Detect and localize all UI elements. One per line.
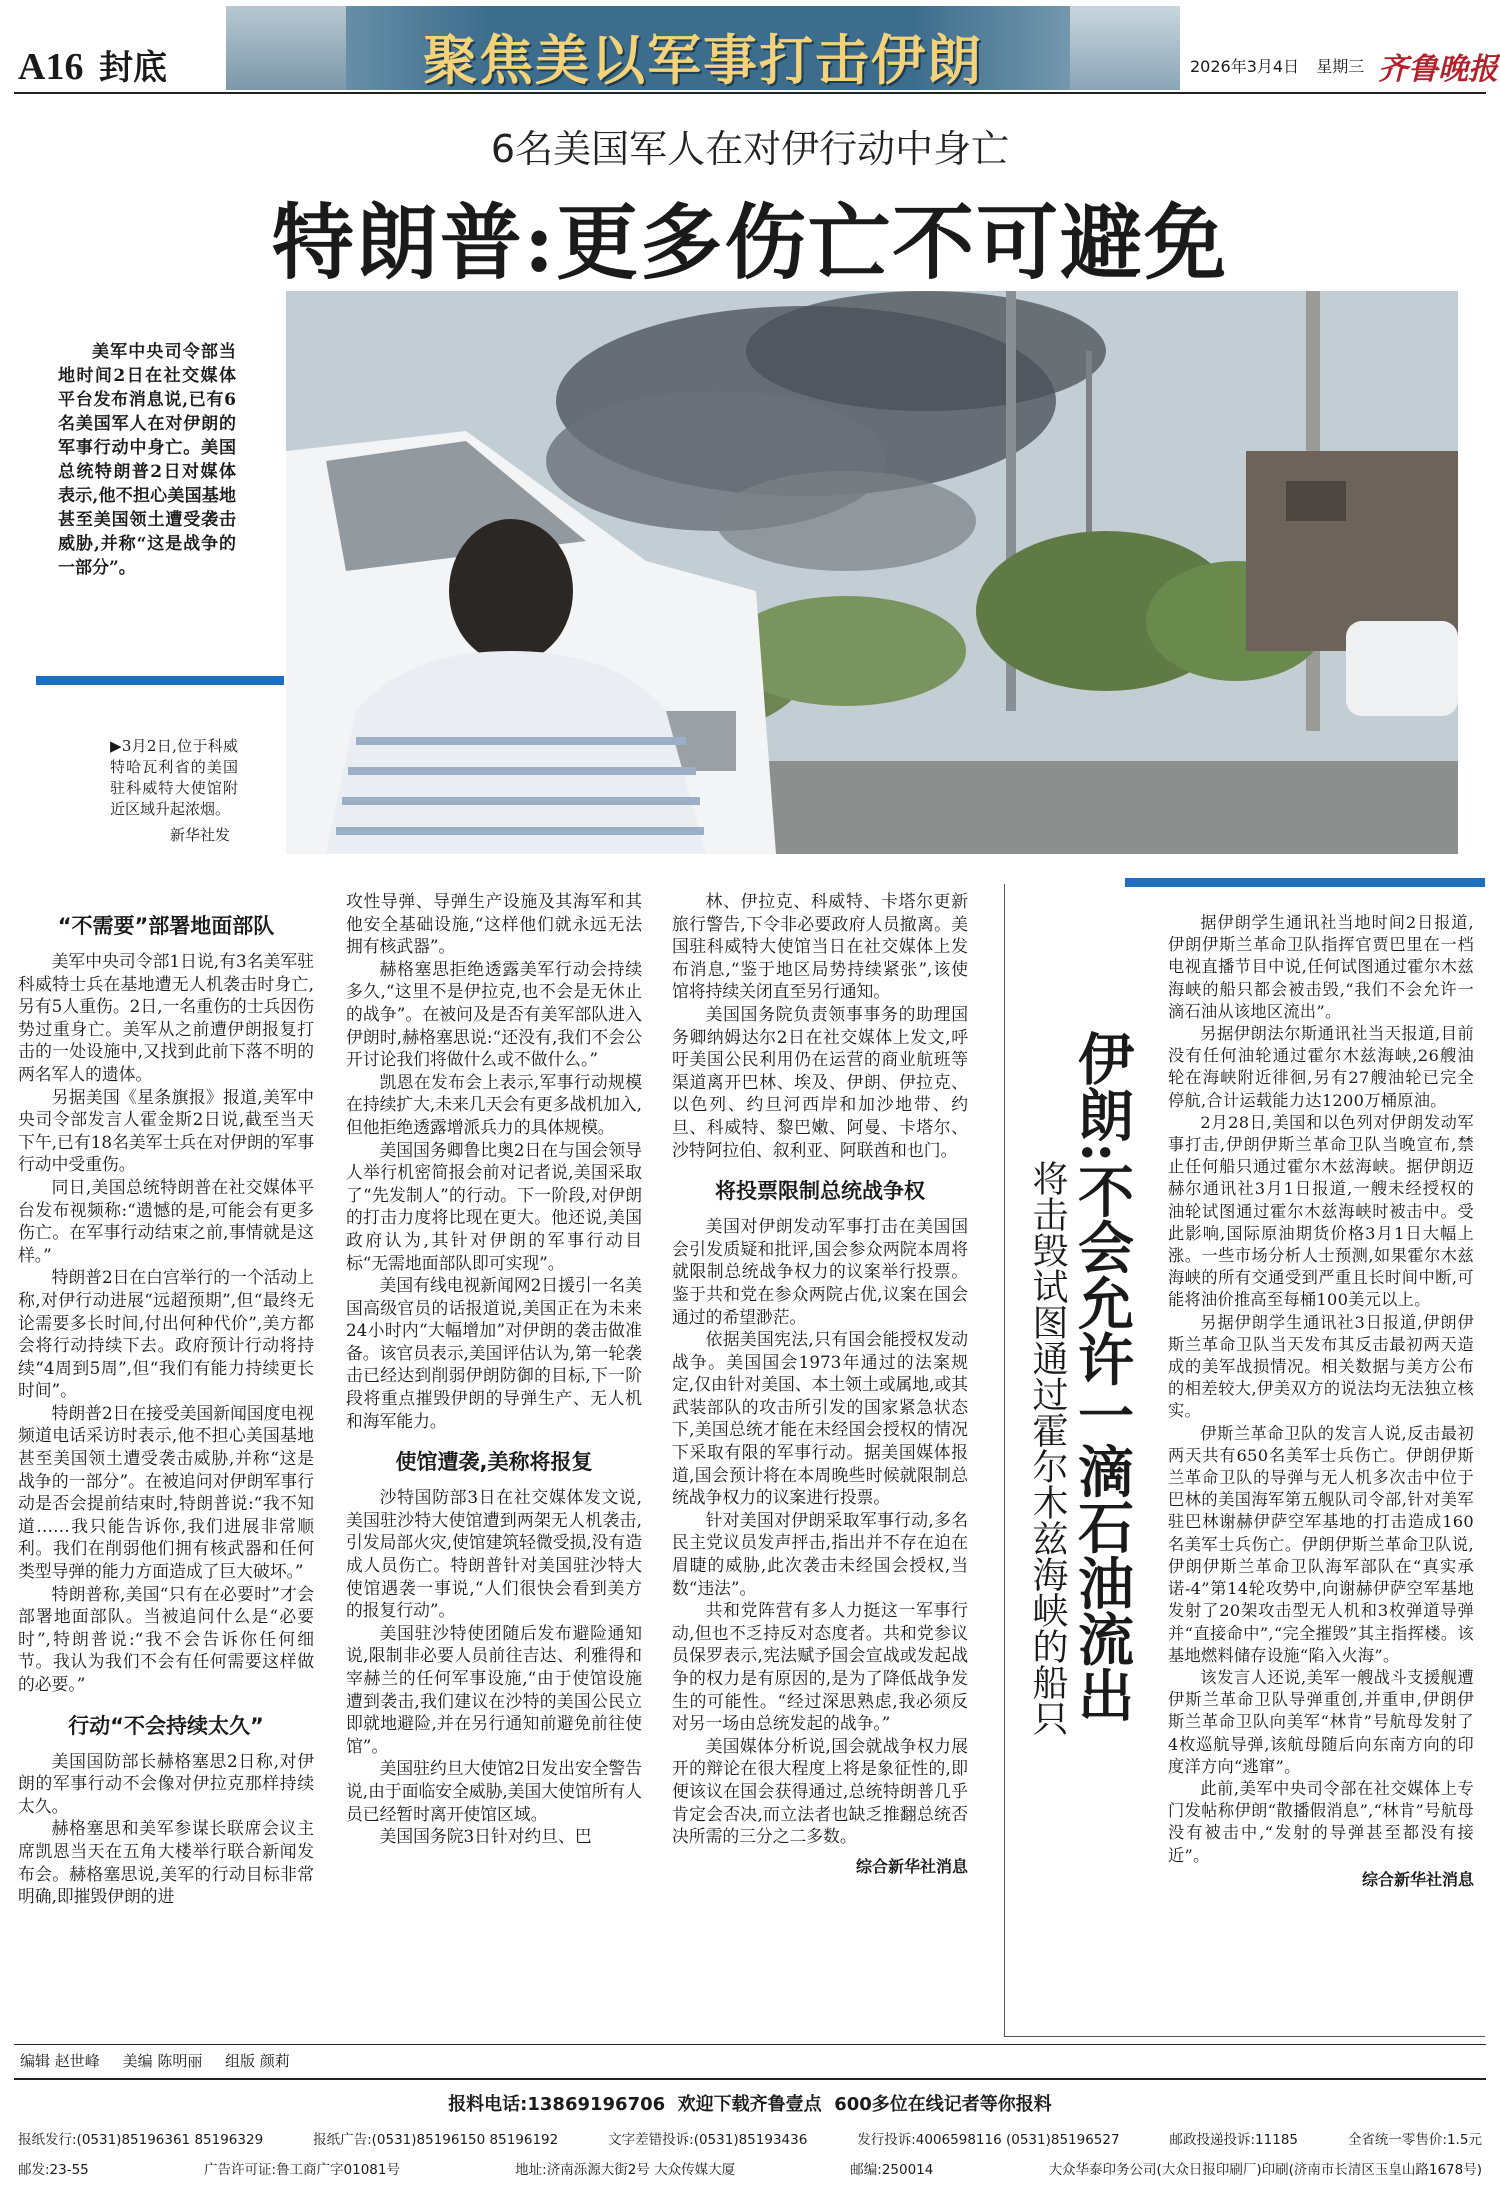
article1-column3: [672, 890, 968, 1877]
paragraph: 另据伊朗法尔斯通讯社当天报道,目前没有任何油轮通过霍尔木兹海峡,26艘油轮在海峡附近徘徊,另有27艘油轮已完全停航,合计运载能力达1200万桶原油。: [1168, 1024, 1474, 1110]
lead-paragraph: [58, 340, 236, 580]
footer-rule-mid: [14, 2078, 1486, 2080]
footer-row2: [18, 2158, 1482, 2178]
paragraph: 赫格塞思拒绝透露美军行动会持续多久,“这里不是伊拉克,也不会是无休止的战争”。在被问及是否有美军部队进入伊朗时,赫格塞思说:“还没有,我们不会公开讨论我们将做什么或不做什么。”: [346, 958, 642, 1070]
paragraph: 美国国务卿鲁比奥2日在与国会领导人举行机密简报会前对记者说,美国采取了“先发制人”的行动。下一阶段,对伊朗的打击力度将比现在更大。他还说,美国政府认为,其针对伊朗的军事行动目标“无需地面部队即可实现”。: [346, 1139, 642, 1273]
footer-item: 邮发:23-55: [18, 2162, 89, 2178]
date-text: 2026年3月4日: [1190, 57, 1300, 76]
paragraph: 依据美国宪法,只有国会能授权发动战争。美国国会1973年通过的法案规定,仅由针对美国、本土领土或属地,或其武装部队的攻击所引发的国家紧急状态下,美国总统才能在未经国会授权的情况下采取有限的军事行动。据美国媒体报道,国会预计将在本周晚些时候就限制总统战争权力的议案进行投票。: [672, 1329, 968, 1508]
footer-item: 地址:济南泺源大街2号 大众传媒大厦: [515, 2162, 736, 2178]
paragraph: 沙特国防部3日在社交媒体发文说,美国驻沙特大使馆遭到两架无人机袭击,引发局部火灾,使馆建筑轻微受损,没有造成人员伤亡。特朗普针对美国驻沙特大使馆遇袭一事说,“人们很快会看到美方的报复行动”。: [346, 1487, 642, 1621]
paragraph: 针对美国对伊朗采取军事行动,多名民主党议员发声抨击,指出并不存在迫在眉睫的威胁,此次袭击未经国会授权,当数“违法”。: [672, 1509, 968, 1598]
paragraph: 据伊朗学生通讯社当地时间2日报道,伊朗伊斯兰革命卫队指挥官贾巴里在一档电视直播节目中说,任何试图通过霍尔木兹海峡的船只都会被击毁,“我们不会允许一滴石油从该地区流出”。: [1168, 913, 1474, 1021]
paragraph: 美国驻沙特使团随后发布避险通知说,限制非必要人员前往吉达、利雅得和宰赫兰的任何军事设施,“由于使馆设施遭到袭击,我们建议在沙特的美国公民立即就地避险,并在另行通知前避免前往使馆”。: [346, 1622, 642, 1756]
paragraph: 特朗普称,美国“只有在必要时”才会部署地面部队。当被追问什么是“必要时”,特朗普说:“我不会告诉你任何细节。我认为我们不会有任何需要这样做的必要。”: [18, 1583, 314, 1694]
header-date: [1190, 54, 1364, 77]
paragraph: 该发言人还说,美军一艘战斗支援舰遭伊斯兰革命卫队导弹重创,并重申,伊朗伊斯兰革命卫队向美军“林肯”号航母发射了4枚巡航导弹,该航母随后向东南方向的印度洋方向“逃窜”。: [1168, 1667, 1474, 1776]
paragraph: 美国有线电视新闻网2日援引一名美国高级官员的话报道说,美国正在为未来24小时内“大幅增加”对伊朗的袭击做准备。该官员表示,美国评估认为,第一轮袭击已经达到削弱伊朗防御的目标,下一阶段将重点摧毁伊朗的导弹生产、无人机和海军能力。: [346, 1275, 642, 1431]
subheading-short-operation: 行动“不会持续太久”: [68, 1713, 264, 1738]
paragraph: 另据伊朗学生通讯社3日报道,伊朗伊斯兰革命卫队当天发布其反击最初两天造成的美军战损情况。相关数据与美方公布的相差较大,伊美双方的说法均无法独立核实。: [1168, 1312, 1474, 1421]
paragraph: 美国驻约旦大使馆2日发出安全警告说,由于面临安全威胁,美国大使馆所有人员已经暂时离开使馆区域。: [346, 1758, 642, 1824]
page-code: [18, 40, 167, 89]
footer-item: 大众华泰印务公司(大众日报印刷厂)印刷(济南市长清区玉皇山路1678号): [1048, 2162, 1482, 2178]
hotline: 报料电话:13869196706 欢迎下载齐鲁壹点 600多位在线记者等你报料: [448, 2094, 1052, 2115]
paragraph: 攻性导弹、导弹生产设施及其海军和其他安全基础设施,“这样他们就永远无法拥有核武器”。: [346, 891, 642, 957]
article2-blue-bar: [1125, 878, 1485, 887]
header-rule: [14, 92, 1486, 94]
article1-column1: [18, 896, 314, 1908]
lead-blue-bar: [36, 676, 284, 685]
paragraph: 美国对伊朗发动军事打击在美国国会引发质疑和批评,国会参众两院本周将就限制总统战争权力的议案举行投票。鉴于共和党在参众两院占优,议案在国会通过的希望渺茫。: [672, 1216, 968, 1327]
lead-text: 美军中央司令部当地时间2日在社交媒体平台发布消息说,已有6名美国军人在对伊朗的军事行动中身亡。美国总统特朗普2日对媒体表示,他不担心美国基地甚至美国领土遭受袭击威胁,并称“这是战争的一部分”。: [58, 342, 236, 578]
subheading-ground-forces: “不需要”部署地面部队: [57, 914, 275, 938]
paragraph: 2月28日,美国和以色列对伊朗发动军事打击,伊朗伊斯兰革命卫队当晚宣布,禁止任何船只通过霍尔木兹海峡。据伊朗迈赫尔通讯社3月1日报道,一艘未经授权的油轮试图通过霍尔木兹海峡时被击中。受此影响,国际原油期货价格3月1日大幅上涨。一些市场分析人士预测,如果霍尔木兹海峡的所有交通受到严重且长时间中断,可能将油价推高至每桶100美元以上。: [1168, 1112, 1474, 1310]
article1-column2: [346, 890, 642, 1848]
paragraph: 此前,美军中央司令部在社交媒体上专门发帖称伊朗“散播假消息”,“林肯”号航母没有被击中,“发射的导弹甚至都没有接近”。: [1168, 1778, 1474, 1865]
footer-item: 发行投诉:4006598116 (0531)85196527: [857, 2132, 1120, 2148]
article2-subtitle: 将击毁试图通过霍尔木兹海峡的船只: [1027, 1160, 1068, 1736]
paragraph: 美国国务院负责领事事务的助理国务卿纳姆达尔2日在社交媒体上发文,呼吁美国公民利用仍在运营的商业航班等渠道离开巴林、埃及、伊朗、伊拉克、以色列、约旦河西岸和加沙地带、约旦、科威特、黎巴嫩、阿曼、卡塔尔、沙特阿拉伯、叙利亚、阿联酋和也门。: [672, 1003, 968, 1160]
article2-title: 伊朗:不会允许一滴石油流出: [1069, 1030, 1135, 1723]
paragraph: 特朗普2日在白宫举行的一个活动上称,对伊行动进展“远超预期”,但“最终无论需要多长时间,付出何种代价”,美方都会将行动持续下去。政府预计行动将持续“4周到5周”,但“我们有能力持续更长时间”。: [18, 1267, 314, 1401]
staff-art: 美编 陈明丽: [122, 2052, 203, 2070]
article1-credit: 综合新华社消息: [855, 1856, 968, 1876]
paragraph: 凯恩在发布会上表示,军事行动规模在持续扩大,未来几天会有更多战机加入,但他拒绝透露增派兵力的具体规模。: [346, 1071, 642, 1137]
parked-car: [1346, 621, 1458, 716]
paragraph: 美国国务院3日针对约旦、巴: [379, 1826, 592, 1847]
staff-proof: 组版 颜莉: [225, 2052, 290, 2070]
paragraph: 美国媒体分析说,国会就战争权力展开的辩论在很大程度上将是象征性的,即便该议在国会获得通过,总统特朗普几乎肯定会否决,而立法者也缺乏推翻总统否决所需的三分之二多数。: [672, 1735, 968, 1847]
news-photo: [286, 291, 1458, 854]
footer-item: 报纸发行:(0531)85196361 85196329: [18, 2132, 264, 2148]
header-banner: [226, 6, 1180, 90]
footer-item: 邮编:250014: [850, 2162, 934, 2178]
footer-item: 邮政投递投诉:11185: [1169, 2132, 1298, 2148]
footer-item: 全省统一零售价:1.5元: [1347, 2132, 1482, 2148]
photo-credit: 新华社发: [170, 826, 231, 844]
subheading-war-powers: 将投票限制总统战争权: [715, 1179, 925, 1204]
footer-item: 广告许可证:鲁工商广字01081号: [203, 2162, 400, 2178]
paragraph: 共和党阵营有多人力挺这一军事行动,但也不乏持反对态度者。共和党参议员保罗表示,宪法赋予国会宣战或发起战争的权力是有原因的,是为了降低战争发生的可能性。“经过深思熟虑,我必须反对另一场由总统发起的战争。”: [672, 1600, 968, 1734]
caption-text: ▶3月2日,位于科威特哈瓦利省的美国驻科威特大使馆附近区域升起浓烟。: [110, 737, 238, 818]
section-name: 封底: [98, 50, 167, 87]
subheading-embassy-attack: 使馆遭袭,美称将报复: [395, 1450, 593, 1475]
paragraph: 伊斯兰革命卫队的发言人说,反击最初两天共有650名美军士兵伤亡。伊朗伊斯兰革命卫队的导弹与无人机多次击中位于巴林的美国海军第五舰队司令部,针对美军驻巴林谢赫伊萨空军基地的打击造成160名美军士兵伤亡。伊朗伊斯兰革命卫队说,伊朗伊斯兰革命卫队海军部队在“真实承诺-4”第14轮攻势中,向谢赫伊萨空军基地发射了20架攻击型无人机和3枚弹道导弹并“直接命中”,“完全摧毁”其主指挥楼。该基地燃料储存设施“陷入火海”。: [1168, 1423, 1474, 1665]
paragraph: 赫格塞思和美军参谋长联席会议主席凯恩当天在五角大楼举行联合新闻发布会。赫格塞思说,美军的行动目标非常明确,即摧毁伊朗的进: [18, 1818, 314, 1907]
footer-rule-top: [14, 2044, 1486, 2045]
paragraph: 特朗普2日在接受美国新闻国度电视频道电话采访时表示,他不担心美国基地甚至美国领土遭受袭击威胁,并称“这是战争的一部分”。在被追问对伊朗军事行动是否会提前结束时,特朗普说:“我不知道……我只能告诉你,我们进展非常顺利。我们在削弱他们拥有核武器和任何类型导弹的能力方面造成了巨大破坏。”: [18, 1402, 314, 1582]
staff-editor: 编辑 赵世峰: [20, 2052, 100, 2070]
person-head: [449, 519, 573, 663]
paragraph: 林、伊拉克、科威特、卡塔尔更新旅行警告,下令非必要政府人员撤离。美国驻科威特大使馆当日在社交媒体上发布消息,“鉴于地区局势持续紧张”,该使馆将持续关闭直至另行通知。: [672, 891, 968, 1002]
article2-body: [1168, 912, 1474, 1890]
banner-title: 聚焦美以军事打击伊朗: [423, 29, 983, 90]
footer-item: 文字差错投诉:(0531)85193436: [608, 2132, 808, 2148]
paragraph: 同日,美国总统特朗普在社交媒体平台发布视频称:“遗憾的是,可能会有更多伤亡。在军事行动结束之前,事情就是这样。”: [18, 1176, 314, 1265]
article2-credit: 综合新华社消息: [1361, 1869, 1474, 1889]
weekday-text: 星期三: [1316, 57, 1365, 76]
main-headline: 特朗普:更多伤亡不可避免: [271, 195, 1229, 291]
staff-line: [20, 2050, 290, 2071]
page-number: A16: [18, 46, 84, 88]
photo-caption: [110, 736, 238, 820]
kicker-headline: 6名美国军人在对伊行动中身亡: [490, 127, 1010, 171]
footer-item: 报纸广告:(0531)85196150 85196192: [313, 2132, 559, 2148]
paper-logo: 齐鲁晚报: [1378, 52, 1498, 87]
paragraph: 美军中央司令部1日说,有3名美军驻科威特士兵在基地遭无人机袭击时身亡,另有5人重伤。2日,一名重伤的士兵因伤势过重身亡。美军从之前遭伊朗报复打击的一处设施中,又找到此前下落不明的两名军人的遗体。: [18, 951, 314, 1084]
paragraph: 另据美国《星条旗报》报道,美军中央司令部发言人霍金斯2日说,截至当天下午,已有18名美军士兵在对伊朗的军事行动中受重伤。: [18, 1086, 314, 1175]
paragraph: 美国国防部长赫格塞思2日称,对伊朗的军事行动不会像对伊拉克那样持续太久。: [18, 1750, 314, 1816]
footer-row1: [18, 2128, 1482, 2148]
photo-scene: [286, 291, 1458, 854]
